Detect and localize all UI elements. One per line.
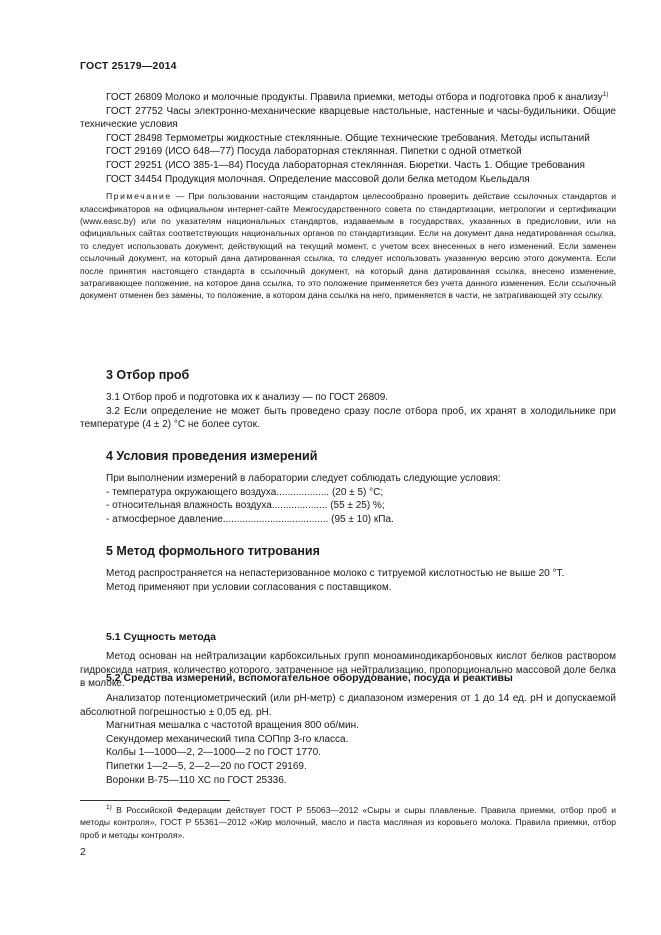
equipment-item: Анализатор потенциометрический (или рН-метр) с диапазоном измерения от 1 до 14 ед. рН и допускаемой абсолютной погрешностью ± 0,05 ед. рН. — [80, 693, 616, 718]
section-4-body — [80, 472, 616, 526]
section-4-title: 4 Условия проведения измерений — [106, 449, 318, 463]
paragraph: Метод применяют при условии согласования с поставщиком. — [106, 581, 392, 593]
reference-item: ГОСТ 29169 (ИСО 648—77) Посуда лабораторная стеклянная. Пипетки с одной отметкой — [106, 146, 522, 158]
paragraph: Метод основан на нейтрализации карбоксильных групп моноаминодикарбоновых кислот белков раствором гидроксида натрия, количество которого, затраченное на нейтрализацию, пропорционально массовой доле белка в молоке. — [80, 651, 616, 690]
note-label: Примечание — [106, 191, 172, 202]
section-3-title: 3 Отбор проб — [106, 368, 190, 382]
paragraph: Метод распространяется на непастеризованное молоко с титруемой кислотностью не выше 20 °Т. — [106, 568, 565, 579]
normative-references — [80, 91, 616, 302]
equipment-item: Пипетки 1—2—5, 2—2—20 по ГОСТ 29169. — [106, 760, 307, 772]
footnote-text: В Российской Федерации действует ГОСТ Р 55063—2012 «Сыры и сыры плавленые. Правила приемки, отбор проб и методы контроля», ГОСТ Р 55361—2012 «Жир молочный, масло и паста масляная из коровьего молока. Правила приемки, отбор проб и методы контроля». — [80, 805, 616, 840]
section-5-body — [80, 567, 616, 594]
footnote — [80, 804, 616, 841]
note-text: При пользовании настоящим стандартом целесообразно проверить действие ссылочных стандартов и классификаторов на официальном интернет-сайте Межгосударственного совета по стандартизации, метрологии и сертификации (www.easc.by) или по указателям национальных стандартов, издаваемым в государствах, указанных в предисловии, или на официальных сайтах соответствующих национальных органов по стандартизации. Если на документ дана недатированная ссылка, то следует использовать документ, действующий на текущий момент, с учетом всех внесенных в него изменений. Если заменен ссылочный документ, на который дана датированная ссылка, то следует использовать указанную версию этого документа. Если после принятия настоящего стандарта в ссылочный документ, на который дана датированная ссылка, внесено изменение, затрагивающее положение, на которое дана ссылка, то это положение применяется без учета данного изменения. Если ссылочный документ отменен без замены, то положение, в котором дана ссылка на него, применяется в части, не затрагивающей эту ссылку. — [80, 191, 617, 301]
equipment-item: Секундомер механический типа СОПпр 3-го класса. — [106, 733, 349, 745]
reference-item: ГОСТ 27752 Часы электронно-механические кварцевые настольные, настенные и часы-будильники. Общие технические условия — [80, 105, 616, 131]
condition-item: - атмосферное давление...................................... (95 ± 10) кПа. — [106, 513, 394, 525]
equipment-item: Воронки В-75—110 ХС по ГОСТ 25336. — [106, 774, 287, 786]
equipment-item: Магнитная мешалка с частотой вращения 800 об/мин. — [106, 720, 359, 732]
condition-item: - относительная влажность воздуха.................... (55 ± 25) %; — [106, 500, 385, 512]
subsection-5-2-body — [80, 692, 616, 787]
subsection-5-1-title: 5.1 Сущность метода — [106, 631, 217, 643]
paragraph: При выполнении измерений в лаборатории следует соблюдать следующие условия: — [106, 473, 501, 484]
paragraph: 3.2 Если определение не может быть проведено сразу после отбора проб, их хранят в холодильнике при температуре (4 ± 2) °С не более суток. — [80, 405, 616, 431]
page-header: ГОСТ 25179—2014 — [80, 60, 177, 72]
footnote-mark: 1) — [106, 804, 112, 811]
subsection-5-1-body — [80, 650, 616, 691]
equipment-item: Колбы 1—1000—2, 2—1000—2 по ГОСТ 1770. — [106, 747, 321, 759]
footnote-divider — [80, 800, 230, 801]
page-number: 2 — [80, 846, 86, 858]
condition-item: - температура окружающего воздуха................... (20 ± 5) °С; — [106, 486, 384, 498]
reference-item: ГОСТ 34454 Продукция молочная. Определение массовой доли белка методом Кьельдаля — [106, 173, 530, 185]
note-paragraph: Примечание — При пользовании настоящим стандартом целесообразно проверить действие ссылочных стандартов и классификаторов на официальном интернет-сайте Межгосударственного совета по стандартизации, метрологии и сертификации (www.easc.by) или по указателям национальных стандартов, издаваемым в государствах, указанных в предисловии, или на официальных сайтах соответствующих национальных органов по стандартизации. Если на документ дана недатированная ссылка, то следует использовать документ, действующий на текущий момент, с учетом всех внесенных в него изменений. Если заменен ссылочный документ, на который дана датированная ссылка, то следует использовать указанную версию этого документа. Если после принятия настоящего стандарта в ссылочный документ, на который дана датированная ссылка, внесено изменение, затрагивающее положение, на которое дана ссылка, то это положение применяется без учета данного изменения. Если ссылочный документ отменен без замены, то положение, в котором дана ссылка на него, применяется в части, не затрагивающей эту ссылку. — [80, 191, 617, 301]
reference-item: ГОСТ 29251 (ИСО 385-1—84) Посуда лабораторная стеклянная. Бюретки. Часть 1. Общие требования — [106, 159, 585, 171]
reference-item: ГОСТ 28498 Термометры жидкостные стеклянные. Общие технические требования. Методы испытаний — [106, 132, 590, 144]
section-3-body — [80, 391, 616, 432]
footnote-mark: 1) — [602, 91, 609, 98]
reference-item: ГОСТ 26809 Молоко и молочные продукты. Правила приемки, методы отбора и подготовка проб к анализу$^{1)}$ — [106, 91, 609, 103]
paragraph: 3.1 Отбор проб и подготовка их к анализу — по ГОСТ 26809. — [106, 392, 389, 403]
subsection-5-2-title: 5.2 Средства измерений, вспомогательное оборудование, посуда и реактивы — [106, 672, 513, 684]
section-5-title: 5 Метод формольного титрования — [106, 544, 320, 558]
